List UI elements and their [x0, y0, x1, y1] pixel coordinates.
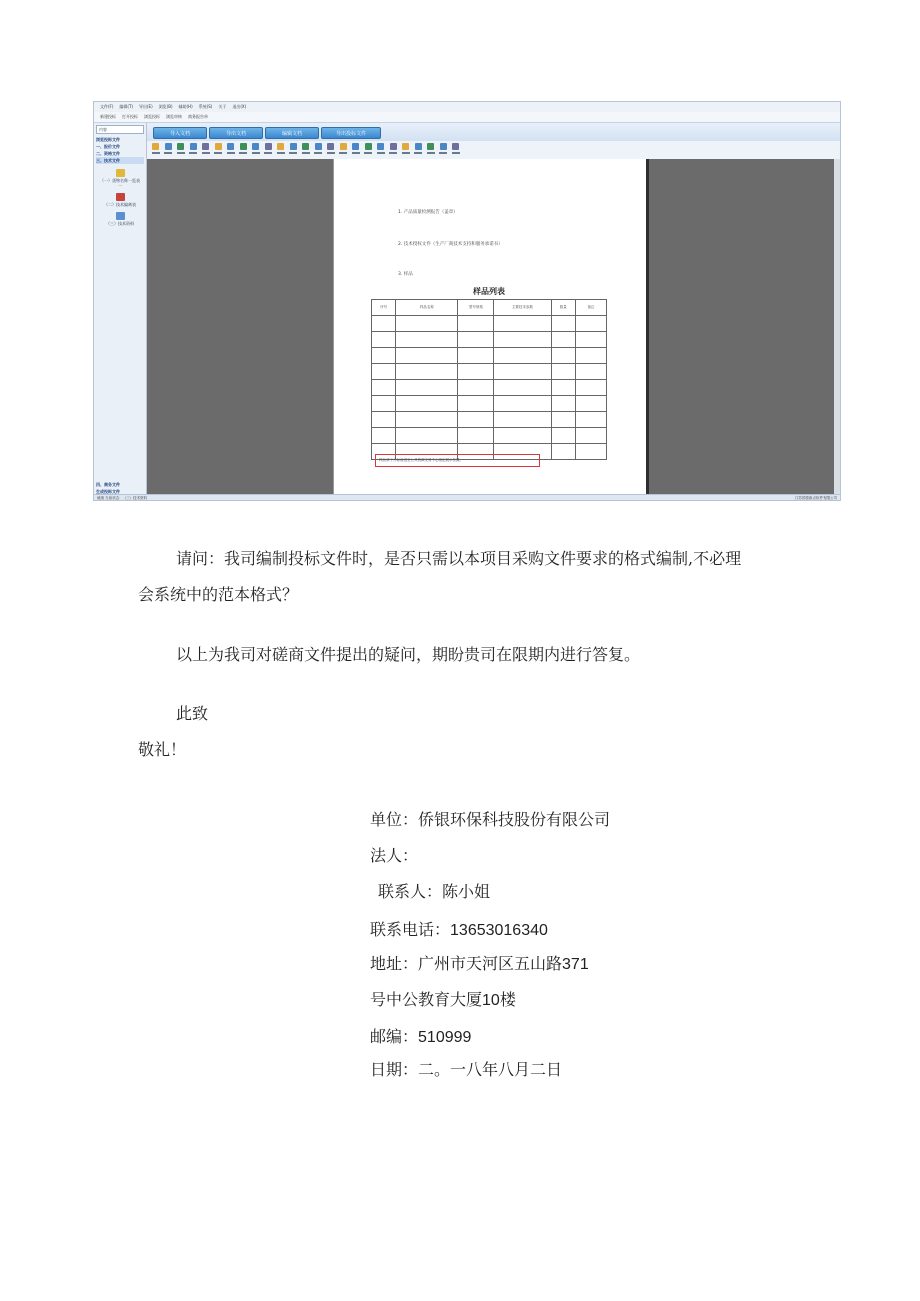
toolbar-icon	[302, 143, 309, 150]
table-header-row	[372, 300, 607, 316]
toolbar-label	[202, 152, 210, 154]
toolbar-button-19[interactable]	[389, 143, 398, 157]
toolbar-label	[164, 152, 172, 154]
address-label: 地址：	[370, 954, 419, 973]
sidebar-node-label: （三）技术资料	[106, 221, 134, 226]
table-row	[372, 316, 607, 332]
table-row	[372, 380, 607, 396]
toolbar-label	[189, 152, 197, 154]
company-label: 单位：	[370, 810, 419, 829]
table-cell	[372, 364, 396, 380]
toolbar-icon	[215, 143, 222, 150]
toolbar-icon	[440, 143, 447, 150]
table-cell	[575, 332, 606, 348]
toolbar-button-1[interactable]	[164, 143, 173, 157]
toolbar-icon	[390, 143, 397, 150]
postcode-label: 邮编：	[370, 1027, 419, 1046]
toolbar-label	[177, 152, 185, 154]
table-cell	[396, 316, 458, 332]
sidebar-node-label: （二）技术偏离表	[104, 202, 136, 207]
toolbar-button-2[interactable]	[176, 143, 185, 157]
table-cell	[575, 348, 606, 364]
address-line-1	[370, 955, 589, 974]
toolbar-icon	[452, 143, 459, 150]
date-value: 二。一八年八月二日	[418, 1060, 563, 1079]
toolbar-button-20[interactable]	[401, 143, 410, 157]
table-cell	[372, 380, 396, 396]
toolbar-icon	[252, 143, 259, 150]
ribbon	[147, 123, 840, 141]
sidebar-section-generate[interactable]: 生成投标文件	[96, 488, 120, 494]
question-line-2: 会系统中的范本格式？	[138, 585, 299, 604]
sidebar	[94, 123, 147, 495]
sidebar-section-business[interactable]: 四、商务文件	[96, 481, 120, 487]
contact-name: 陈小姐	[442, 882, 491, 901]
toolbar-button-22[interactable]	[426, 143, 435, 157]
tab-import-doc[interactable]: 导入文档	[153, 127, 207, 139]
toolbar-icon	[352, 143, 359, 150]
toolbar-label	[252, 152, 260, 154]
toolbar-button-7[interactable]	[239, 143, 248, 157]
menu-item-export[interactable]: 导出(E)	[139, 104, 153, 109]
folder-icon	[116, 212, 125, 220]
tab-export-bid[interactable]: 导出投标文件	[321, 127, 381, 139]
table-cell	[575, 428, 606, 444]
menu-item-exit[interactable]: 退出(X)	[232, 104, 247, 109]
toolbar-icon	[365, 143, 372, 150]
table-cell	[494, 428, 551, 444]
table-cell	[372, 396, 396, 412]
table-row	[372, 364, 607, 380]
toolbar-icon	[177, 143, 184, 150]
table-cell	[551, 348, 575, 364]
table-cell	[494, 396, 551, 412]
toolbar-icon	[165, 143, 172, 150]
toolbar-button-0[interactable]	[151, 143, 160, 157]
table-row	[372, 332, 607, 348]
table-cell	[551, 412, 575, 428]
toolbar-label	[377, 152, 385, 154]
toolbar-label	[339, 152, 347, 154]
table-cell	[494, 380, 551, 396]
table-cell	[494, 332, 551, 348]
address-part-1: 广州市天河区五山路	[418, 954, 563, 973]
toolbar-icon	[427, 143, 434, 150]
toolbar-icon	[377, 143, 384, 150]
table-cell	[458, 316, 494, 332]
toolbar-icon	[315, 143, 322, 150]
quick-browse-bid[interactable]: 浏览投标	[144, 114, 160, 119]
table-cell	[372, 348, 396, 364]
table-cell	[494, 364, 551, 380]
table-cell	[396, 412, 458, 428]
table-cell	[551, 316, 575, 332]
table-row	[372, 412, 607, 428]
company-line	[370, 811, 610, 829]
quick-browse-review[interactable]: 浏览审核	[166, 114, 182, 119]
phone-label: 联系电话：	[370, 920, 451, 939]
toolbar-button-18[interactable]	[376, 143, 385, 157]
salutation-line-1: 此致	[176, 704, 209, 723]
company-name: 侨银环保科技股份有限公司	[418, 810, 611, 829]
quick-new-bid[interactable]: 新建投标	[100, 114, 116, 119]
table-cell	[458, 348, 494, 364]
toolbar-button-9[interactable]	[264, 143, 273, 157]
toolbar-label	[327, 152, 335, 154]
toolbar-icon	[152, 143, 159, 150]
toolbar-icon	[340, 143, 347, 150]
toolbar-button-21[interactable]	[414, 143, 423, 157]
sample-table	[371, 299, 607, 460]
table-cell	[372, 412, 396, 428]
doc-line-2: 2. 技术授权文件（生产厂商技术支持和服务承诺书）	[398, 242, 503, 247]
toolbar-label	[152, 152, 160, 154]
table-row	[372, 396, 607, 412]
menu-item-system[interactable]: 系统(S)	[198, 104, 213, 109]
table-cell	[575, 364, 606, 380]
table-cell	[458, 380, 494, 396]
toolbar-icon	[277, 143, 284, 150]
toolbar-label	[414, 152, 422, 154]
table-header-cell: 型号规格	[458, 300, 494, 316]
table-cell	[551, 396, 575, 412]
toolbar-label	[427, 152, 435, 154]
status-bar	[94, 494, 840, 501]
toolbar-icon	[265, 143, 272, 150]
table-cell	[396, 396, 458, 412]
toolbar-label	[402, 152, 410, 154]
toolbar-button-16[interactable]	[351, 143, 360, 157]
sidebar-section-quote[interactable]: 一、报价文件	[96, 143, 120, 149]
table-cell	[494, 412, 551, 428]
toolbar-icon	[240, 143, 247, 150]
menu-item-edit[interactable]: 编辑(T)	[119, 104, 133, 109]
table-cell	[372, 332, 396, 348]
address-part-2: 号中公教育大厦	[370, 990, 483, 1009]
quick-business-report[interactable]: 商务报告单	[188, 114, 208, 119]
table-cell	[575, 444, 606, 460]
toolbar-icon	[415, 143, 422, 150]
toolbar-label	[214, 152, 222, 154]
sidebar-node-tech-docs[interactable]	[100, 212, 140, 226]
toolbar-button-4[interactable]	[201, 143, 210, 157]
sidebar-combo[interactable]: 内容	[96, 125, 144, 134]
toolbar-label	[439, 152, 447, 154]
toolbar-label	[289, 152, 297, 154]
toolbar-button-6[interactable]	[226, 143, 235, 157]
table-cell	[458, 412, 494, 428]
sidebar-section-technical[interactable]: 三、技术文件	[96, 157, 144, 164]
menu-bar	[94, 102, 840, 112]
postcode-value: 510999	[418, 1029, 472, 1046]
closing-paragraph: 以上为我司对磋商文件提出的疑问，期盼贵司在限期内进行答复。	[176, 645, 641, 664]
toolbar-label	[264, 152, 272, 154]
toolbar-icon	[327, 143, 334, 150]
salutation-line-2: 敬礼！	[138, 740, 187, 759]
tab-export-doc[interactable]: 导出文档	[209, 127, 263, 139]
table-cell	[494, 316, 551, 332]
toolbar-button-11[interactable]	[289, 143, 298, 157]
toolbar-label	[239, 152, 247, 154]
toolbar-icon	[227, 143, 234, 150]
table-cell	[458, 396, 494, 412]
quick-toolbar	[94, 112, 840, 123]
contact-label: 联系人：	[378, 882, 443, 901]
address-number: 371	[562, 956, 589, 973]
table-cell	[396, 348, 458, 364]
toolbar-button-5[interactable]	[214, 143, 223, 157]
sidebar-section-browse[interactable]: 浏览投标文件	[96, 136, 120, 142]
table-cell	[551, 332, 575, 348]
table-cell	[575, 396, 606, 412]
table-cell	[575, 412, 606, 428]
toolbar-button-3[interactable]	[189, 143, 198, 157]
contact-line	[378, 883, 490, 901]
status-left: 就绪 当前状态：（三）技术资料	[97, 495, 148, 500]
menu-item-help[interactable]: 辅助(H)	[178, 104, 193, 109]
doc-line-3: 3. 样品	[398, 272, 413, 277]
date-line	[370, 1061, 562, 1079]
menu-item-file[interactable]: 文件(F)	[100, 104, 114, 109]
toolbar-button-13[interactable]	[314, 143, 323, 157]
table-cell	[396, 428, 458, 444]
table-cell	[575, 316, 606, 332]
address-line-2	[370, 991, 516, 1010]
phone-number: 13653016340	[450, 922, 548, 939]
toolbar-button-23[interactable]	[439, 143, 448, 157]
quick-open-bid[interactable]: 打开投标	[122, 114, 138, 119]
editor-toolbar	[147, 141, 840, 160]
toolbar-button-24[interactable]	[451, 143, 460, 157]
table-cell	[458, 428, 494, 444]
document-icon	[116, 169, 125, 177]
toolbar-label	[302, 152, 310, 154]
toolbar-icon	[290, 143, 297, 150]
sidebar-bottom	[94, 481, 146, 495]
table-header-cell: 数量	[551, 300, 575, 316]
toolbar-label	[364, 152, 372, 154]
toolbar-icon	[202, 143, 209, 150]
pen-icon	[116, 193, 125, 201]
table-cell	[575, 380, 606, 396]
table-header-cell: 序号	[372, 300, 396, 316]
table-cell	[494, 348, 551, 364]
sample-table-title: 样品列表	[473, 287, 505, 296]
document-page	[333, 159, 649, 494]
table-cell	[551, 444, 575, 460]
table-cell	[458, 332, 494, 348]
sidebar-node-goods-list[interactable]	[100, 169, 140, 188]
canvas-gutter-left	[147, 159, 333, 494]
menu-item-about[interactable]: 关于	[218, 104, 227, 109]
table-cell	[396, 380, 458, 396]
vertical-scrollbar[interactable]	[834, 159, 840, 494]
toolbar-button-12[interactable]	[301, 143, 310, 157]
table-cell	[551, 364, 575, 380]
toolbar-label	[389, 152, 397, 154]
table-cell	[551, 428, 575, 444]
legal-rep-line	[370, 847, 418, 865]
table-row	[372, 348, 607, 364]
toolbar-button-15[interactable]	[339, 143, 348, 157]
table-cell	[372, 316, 396, 332]
toolbar-label	[452, 152, 460, 154]
doc-line-1: 1. 产品质量检测报告（盖章）	[398, 210, 458, 215]
table-header-cell: 备注	[575, 300, 606, 316]
status-right: 江苏国泰新点软件有限公司	[795, 495, 837, 500]
table-cell	[396, 332, 458, 348]
toolbar-label	[352, 152, 360, 154]
toolbar-label	[227, 152, 235, 154]
toolbar-button-14[interactable]	[326, 143, 335, 157]
legal-rep-label: 法人：	[370, 846, 419, 865]
phone-line	[370, 921, 548, 940]
address-floor: 楼	[499, 990, 516, 1009]
table-cell	[396, 364, 458, 380]
tab-edit-doc[interactable]: 编辑文档	[265, 127, 319, 139]
sidebar-node-deviation[interactable]	[100, 193, 140, 207]
toolbar-icon	[402, 143, 409, 150]
toolbar-button-17[interactable]	[364, 143, 373, 157]
canvas-gutter-right	[649, 159, 840, 494]
embedded-software-screenshot	[93, 101, 841, 501]
table-cell	[551, 380, 575, 396]
sidebar-node-label: （一）货物名称一览表一	[100, 178, 140, 188]
toolbar-button-10[interactable]	[276, 143, 285, 157]
question-line-1: 请问：我司编制投标文件时，是否只需以本项目采购文件要求的格式编制,不必理	[176, 549, 742, 568]
sidebar-section-qualification[interactable]: 二、资格文件	[96, 150, 120, 156]
postcode-line	[370, 1028, 471, 1047]
toolbar-label	[277, 152, 285, 154]
sample-note-highlight: 样品须于开标前送至公共资源交易中心指定展示位置。	[375, 454, 540, 467]
toolbar-button-8[interactable]	[251, 143, 260, 157]
table-cell	[458, 364, 494, 380]
date-label: 日期：	[370, 1060, 419, 1079]
toolbar-label	[314, 152, 322, 154]
table-header-cell: 主要技术参数	[494, 300, 551, 316]
table-cell	[372, 428, 396, 444]
table-header-cell: 样品名称	[396, 300, 458, 316]
toolbar-icon	[190, 143, 197, 150]
menu-item-browse[interactable]: 浏览(B)	[158, 104, 173, 109]
table-row	[372, 428, 607, 444]
address-floor-number: 10	[482, 992, 500, 1009]
